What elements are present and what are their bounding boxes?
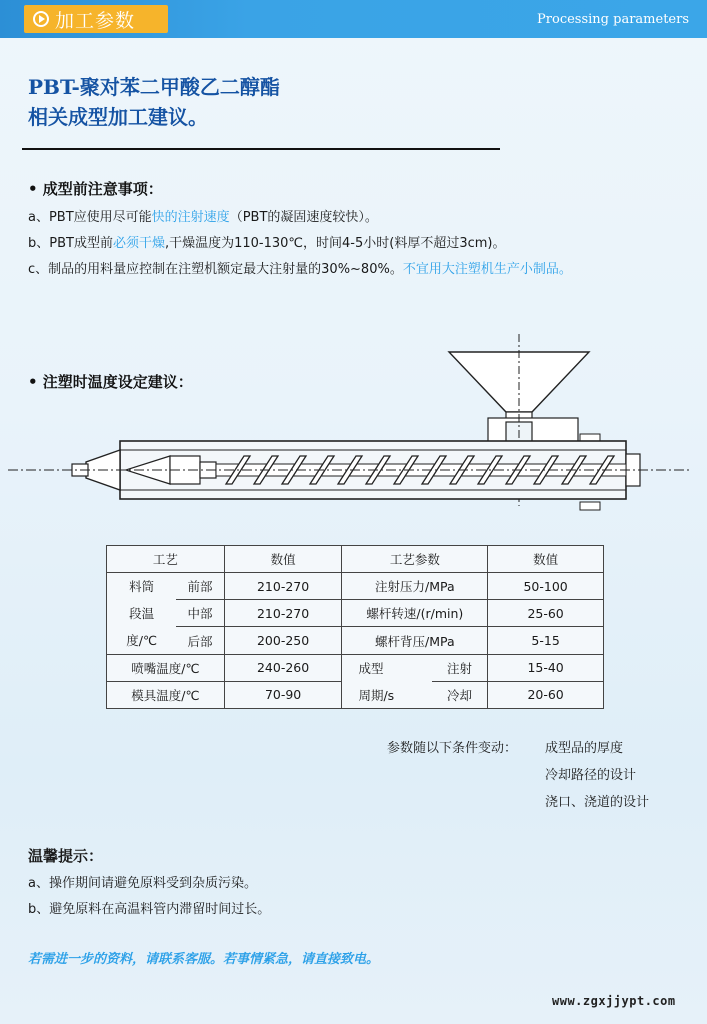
precaution-item-c — [28, 258, 572, 277]
precaution-a-highlight: 快的注射速度 — [151, 210, 230, 225]
play-circle-icon — [33, 11, 49, 27]
site-url: www.zgxjjypt.com — [552, 994, 676, 1008]
table-row — [107, 627, 604, 654]
cycle-zone-cooling: 冷却 — [432, 681, 488, 708]
barrel-zone-middle: 中部 — [176, 600, 224, 627]
cycle-label-2: 周期/s — [342, 681, 432, 708]
precaution-a-suffix: （PBT的凝固速度较快）。 — [229, 210, 378, 225]
precaution-b-suffix: ,干燥温度为110-130℃，时间4-5小时(料厚不超过3cm)。 — [164, 236, 506, 251]
variation-item-cooling: 冷却路径的设计 — [545, 768, 637, 783]
precaution-item-a — [28, 206, 378, 225]
header-badge — [24, 5, 168, 33]
table-header-process-param: 工艺参数 — [342, 546, 488, 573]
header-english-title: Processing parameters — [537, 12, 689, 27]
precaution-b-highlight: 必须干燥 — [112, 236, 165, 251]
barrel-value-rear: 200-250 — [224, 627, 342, 654]
temperature-heading: • 注塑时温度设定建议： — [28, 373, 193, 391]
variation-item-gate: 浇口、浇道的设计 — [545, 795, 650, 810]
barrel-zone-rear: 后部 — [176, 627, 224, 654]
cycle-value-cooling: 20-60 — [488, 681, 604, 708]
page-title-line1: PBT-聚对苯二甲酸乙二醇酯 — [28, 75, 280, 99]
table-header-row — [107, 546, 604, 573]
variation-label: 参数随以下条件变动： — [387, 741, 518, 756]
variation-item-thickness: 成型品的厚度 — [545, 741, 624, 756]
precaution-c-highlight: 不宜用大注塑机生产小制品。 — [402, 262, 572, 277]
table-row — [107, 681, 604, 708]
page-title-line2: 相关成型加工建议。 — [28, 105, 208, 129]
mold-temp-value: 70-90 — [224, 681, 342, 708]
barrel-zone-front: 前部 — [176, 573, 224, 600]
table-header-process: 工艺 — [107, 546, 225, 573]
cycle-zone-injection: 注射 — [432, 654, 488, 681]
precaution-a-prefix: a、PBT应使用尽可能 — [28, 210, 152, 225]
value-screw-speed: 25-60 — [488, 600, 604, 627]
injection-screw-illustration — [0, 330, 707, 520]
param-back-pressure: 螺杆背压/MPa — [342, 627, 488, 654]
value-back-pressure: 5-15 — [488, 627, 604, 654]
param-screw-speed: 螺杆转速/(r/min) — [342, 600, 488, 627]
table-row — [107, 654, 604, 681]
param-injection-pressure: 注射压力/MPa — [342, 573, 488, 600]
tips-heading: 温馨提示： — [28, 847, 104, 865]
contact-note: 若需进一步的资料，请联系客服。若事情紧急，请直接致电。 — [28, 952, 380, 967]
table-header-value-2: 数值 — [488, 546, 604, 573]
precaution-c-prefix: c、制品的用料量应控制在注塑机额定最大注射量的30%~80%。 — [28, 262, 403, 277]
nozzle-temp-value: 240-260 — [224, 654, 342, 681]
table-row — [107, 573, 604, 600]
page-title — [28, 72, 280, 132]
nozzle-temp-label: 喷嘴温度/℃ — [107, 654, 225, 681]
precaution-item-b — [28, 232, 505, 251]
tip-item-a: a、操作期间请避免原料受到杂质污染。 — [28, 876, 257, 891]
precaution-b-prefix: b、PBT成型前 — [28, 236, 113, 251]
value-injection-pressure: 50-100 — [488, 573, 604, 600]
barrel-label-2: 段温 — [107, 600, 177, 627]
barrel-value-middle: 210-270 — [224, 600, 342, 627]
tip-item-b: b、避免原料在高温料管内滞留时间过长。 — [28, 902, 271, 917]
cycle-value-injection: 15-40 — [488, 654, 604, 681]
barrel-label-1: 料筒 — [107, 573, 177, 600]
table-row — [107, 600, 604, 627]
cycle-label-1: 成型 — [342, 654, 432, 681]
barrel-label-3: 度/℃ — [107, 627, 177, 654]
precautions-heading: • 成型前注意事项： — [28, 180, 163, 198]
barrel-value-front: 210-270 — [224, 573, 342, 600]
mold-temp-label: 模具温度/℃ — [107, 681, 225, 708]
title-divider — [22, 148, 500, 150]
table-header-value: 数值 — [224, 546, 342, 573]
header-badge-title: 加工参数 — [55, 9, 136, 32]
processing-parameters-table — [106, 545, 604, 709]
